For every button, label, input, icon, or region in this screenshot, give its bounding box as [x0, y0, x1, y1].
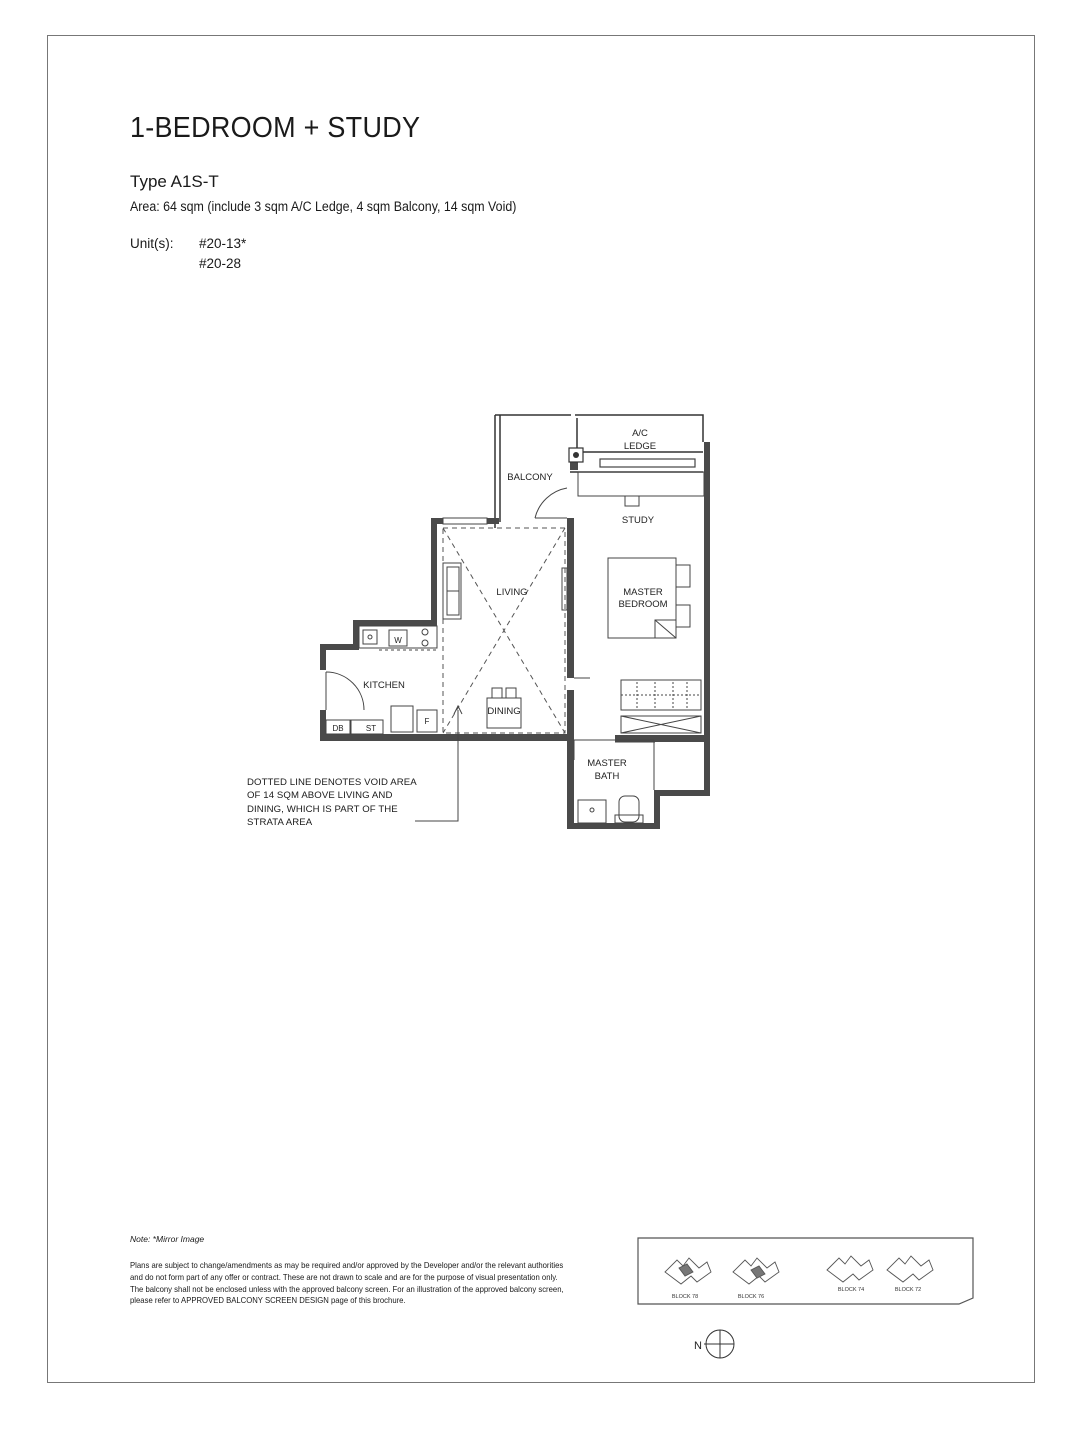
room-label-master-bath: MASTER — [587, 758, 627, 769]
disclaimer: Plans are subject to change/amendments as may be required and/or approved by the Developer and/or the relevant authorities and do not form part of any offer or contract. These are not drawn to scale and are for the purpose of visual presentation only. The balcony shall not be enclosed unless with the approved balcony screen. For an illustration of the approved balcony screen, please refer to APPROVED BALCONY SCREEN DESIGN page of this brochure. — [130, 1260, 564, 1306]
unit-number: #20-13* — [199, 236, 247, 251]
room-label-dining: DINING — [487, 706, 521, 717]
key-plan-block-label: BLOCK 72 — [894, 1287, 922, 1293]
room-label-master-bedroom: MASTER — [623, 587, 663, 598]
void-area-note: DOTTED LINE DENOTES VOID AREA OF 14 SQM ABOVE LIVING AND DINING, WHICH IS PART OF THE STRATA AREA — [247, 777, 417, 828]
label-washer: W — [394, 636, 402, 645]
page-title: 1-BEDROOM + STUDY — [130, 112, 421, 144]
units-label: Unit(s): — [130, 236, 174, 251]
room-label-living: LIVING — [496, 587, 528, 598]
key-plan-block-label: BLOCK 78 — [671, 1294, 699, 1300]
unit-type: Type A1S-T — [130, 172, 219, 191]
mirror-image-note: Note: *Mirror Image — [130, 1234, 205, 1244]
compass-label: N — [694, 1340, 702, 1352]
north-compass-icon — [690, 1328, 740, 1362]
floor-plan — [315, 410, 715, 835]
room-label-balcony: BALCONY — [507, 472, 553, 483]
label-fridge: F — [424, 717, 430, 726]
key-plan-block-label: BLOCK 74 — [837, 1287, 865, 1293]
unit-area: Area: 64 sqm (include 3 sqm A/C Ledge, 4 sqm Balcony, 14 sqm Void) — [130, 199, 517, 214]
room-label-master-bath: BATH — [594, 771, 620, 782]
room-label-kitchen: KITCHEN — [363, 680, 405, 691]
key-plan — [637, 1236, 977, 1308]
room-label-ac-ledge: LEDGE — [623, 441, 657, 452]
key-plan-block-label: BLOCK 76 — [737, 1294, 765, 1300]
room-label-ac-ledge: A/C — [632, 428, 648, 439]
unit-number: #20-28 — [199, 256, 242, 271]
label-db: DB — [332, 724, 344, 733]
label-st: ST — [365, 724, 377, 733]
void-area-outline — [443, 528, 565, 733]
ac-ledge-window — [600, 459, 695, 467]
room-label-master-bedroom: BEDROOM — [618, 599, 668, 610]
room-label-study: STUDY — [621, 515, 655, 526]
